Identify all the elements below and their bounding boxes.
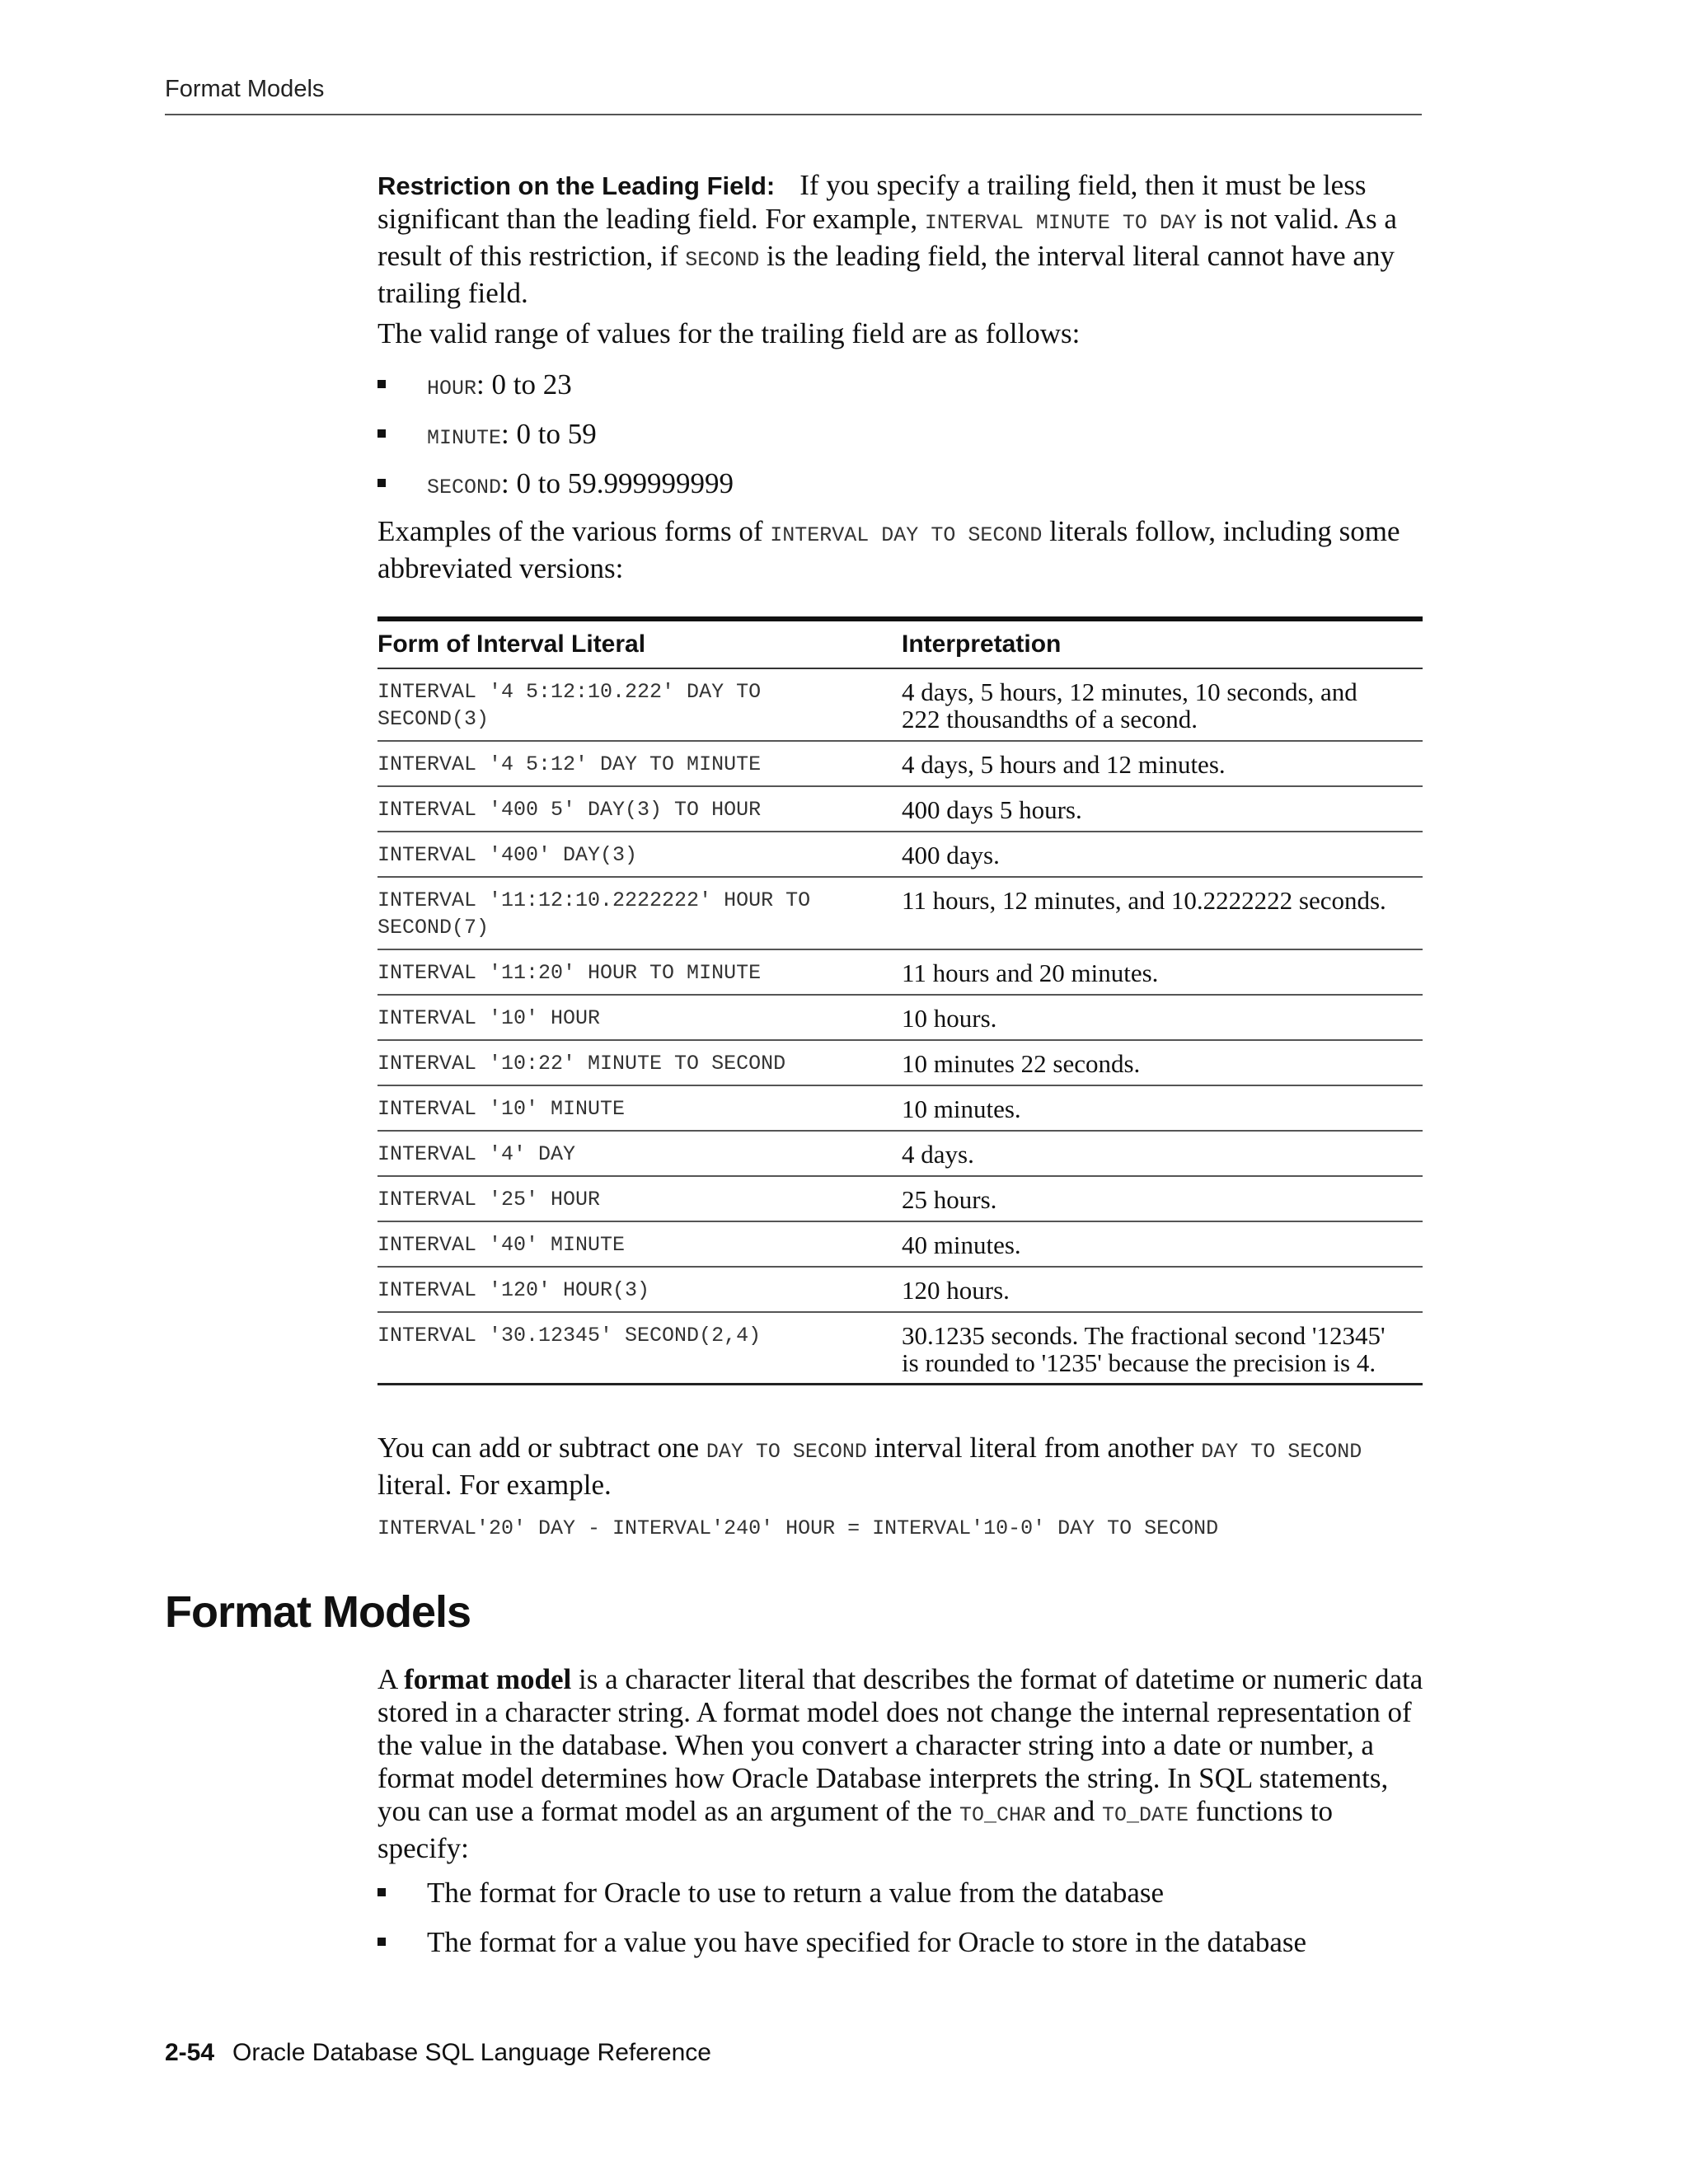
range-item-second [377, 467, 1424, 517]
table-row [377, 1268, 1423, 1313]
literal-cell: INTERVAL '4 5:12' DAY TO MINUTE [377, 752, 762, 776]
interpretation-cell: 400 days 5 hours. [902, 795, 1082, 824]
literal-cell: INTERVAL '10' HOUR [377, 1006, 601, 1030]
bullet-icon [377, 1938, 386, 1946]
book-title: Oracle Database SQL Language Reference [232, 2039, 711, 2066]
range-field: MINUTE [427, 426, 502, 450]
literal-cell: INTERVAL '4' DAY [377, 1142, 576, 1166]
literal-cell: INTERVAL '30.12345' SECOND(2,4) [377, 1324, 762, 1347]
restriction-paragraph [377, 169, 1424, 310]
interpretation-cell: 40 minutes. [902, 1230, 1021, 1259]
interpretation-cell: 11 hours and 20 minutes. [902, 958, 1159, 987]
literal-cell: INTERVAL '400 5' DAY(3) TO HOUR [377, 798, 762, 822]
table-row [377, 1177, 1423, 1222]
column-header-form: Form of Interval Literal [377, 630, 646, 658]
interpretation-cell: 4 days. [902, 1140, 974, 1169]
interpretation-cell: 30.1235 seconds. The fractional second '12345' is rounded to '1235' because the precision is 4. [902, 1321, 1386, 1377]
add-text-2: interval literal from another [866, 1432, 1202, 1464]
literal-cell: INTERVAL '25' HOUR [377, 1188, 601, 1212]
page-footer [165, 2039, 711, 2067]
add-text-1: You can add or subtract one [377, 1432, 706, 1464]
column-header-interpretation: Interpretation [902, 630, 1062, 658]
table-row [377, 669, 1423, 742]
code-example: INTERVAL'20' DAY - INTERVAL'240' HOUR = INTERVAL'10-0' DAY TO SECOND [377, 1516, 1219, 1540]
table-row [377, 1041, 1423, 1086]
usage-text: The format for Oracle to use to return a value from the database [427, 1877, 1165, 1909]
examples-code-1: INTERVAL DAY TO SECOND [770, 523, 1043, 547]
interpretation-cell: 10 minutes 22 seconds. [902, 1049, 1141, 1078]
literal-cell: INTERVAL '400' DAY(3) [377, 843, 638, 867]
literal-cell: INTERVAL '40' MINUTE [377, 1233, 626, 1257]
interpretation-cell: 120 hours. [902, 1276, 1010, 1305]
interpretation-cell: 4 days, 5 hours, 12 minutes, 10 seconds, and 222 thousandths of a second. [902, 677, 1357, 733]
table-row [377, 1313, 1423, 1385]
interpretation-cell: 10 minutes. [902, 1094, 1021, 1123]
table-row [377, 832, 1423, 878]
examples-intro-paragraph [377, 515, 1424, 585]
interval-literal-table [377, 616, 1423, 1385]
table-body [377, 669, 1423, 1385]
restriction-text-2: is not valid. As a result of this restriction, if [377, 203, 1397, 272]
literal-cell: INTERVAL '10:22' MINUTE TO SECOND [377, 1052, 786, 1076]
header-rule [165, 114, 1422, 115]
literal-cell: INTERVAL '120' HOUR(3) [377, 1278, 650, 1302]
restriction-text-1: If you specify a trailing field, then it must be less significant than the leading field. For example, [377, 169, 1367, 235]
range-value: : 0 to 23 [476, 368, 572, 401]
interpretation-cell: 4 days, 5 hours and 12 minutes. [902, 750, 1226, 779]
bullet-icon [377, 479, 386, 487]
range-value: : 0 to 59 [501, 418, 597, 450]
add-code-2: DAY TO SECOND [1201, 1440, 1362, 1464]
literal-cell: INTERVAL '11:12:10.2222222' HOUR TO SECOND(7) [377, 888, 811, 940]
bullet-icon [377, 380, 386, 388]
range-field: SECOND [427, 476, 502, 499]
section-heading: Format Models [165, 1587, 471, 1637]
range-item-hour [377, 368, 1424, 418]
range-field: HOUR [427, 377, 477, 401]
examples-text-1: Examples of the various forms of [377, 515, 771, 547]
table-row [377, 996, 1423, 1041]
usage-text: The format for a value you have specified for Oracle to store in the database [427, 1926, 1307, 1958]
range-value: : 0 to 59.999999999 [501, 467, 734, 499]
interpretation-cell: 10 hours. [902, 1004, 997, 1033]
usage-item [377, 1877, 1424, 1926]
fm-term: format model [404, 1663, 572, 1695]
add-subtract-paragraph [377, 1432, 1424, 1502]
fm-text-1: A [377, 1663, 405, 1695]
range-item-minute [377, 418, 1424, 467]
table-row [377, 950, 1423, 996]
table-header-row [377, 621, 1423, 669]
format-usage-list [377, 1877, 1424, 1975]
add-code-1: DAY TO SECOND [706, 1440, 867, 1464]
table-row [377, 1086, 1423, 1132]
fm-code-1: TO_CHAR [959, 1803, 1046, 1827]
fm-code-2: TO_DATE [1102, 1803, 1189, 1827]
bullet-icon [377, 429, 386, 438]
page-number: 2-54 [165, 2039, 215, 2066]
running-header: Format Models [165, 76, 325, 102]
restriction-text-3: is the leading field, the interval literal cannot have any trailing field. [377, 240, 1395, 309]
range-list [377, 368, 1424, 517]
interpretation-cell: 11 hours, 12 minutes, and 10.2222222 seconds. [902, 886, 1386, 915]
table-row [377, 1222, 1423, 1268]
table-row [377, 878, 1423, 950]
add-text-3: literal. For example. [377, 1469, 612, 1501]
restriction-code-2: SECOND [685, 248, 760, 272]
table-row [377, 787, 1423, 832]
restriction-code-1: INTERVAL MINUTE TO DAY [924, 211, 1197, 235]
format-model-paragraph [377, 1663, 1424, 1865]
usage-item [377, 1926, 1424, 1975]
bullet-icon [377, 1888, 386, 1896]
literal-cell: INTERVAL '4 5:12:10.222' DAY TO SECOND(3) [377, 680, 762, 731]
table-row [377, 1132, 1423, 1177]
fm-text-2: is a character literal that describes the format of datetime or numeric data stored in a character string. A format model does not change the internal representation of the value in the database. When you convert a character string into a date or number, a format model determines how Oracle Database interprets the string. In SQL statements, you can use a format model as an argument of the [377, 1663, 1423, 1827]
examples-text-2: literals follow, including some abbreviated versions: [377, 515, 1400, 584]
literal-cell: INTERVAL '10' MINUTE [377, 1097, 626, 1121]
interpretation-cell: 25 hours. [902, 1185, 997, 1214]
literal-cell: INTERVAL '11:20' HOUR TO MINUTE [377, 961, 762, 985]
restriction-lead-in: Restriction on the Leading Field: [377, 171, 776, 200]
fm-text-4: functions to specify: [377, 1795, 1334, 1864]
table-row [377, 742, 1423, 787]
fm-text-3: and [1045, 1795, 1103, 1827]
interpretation-cell: 400 days. [902, 841, 1000, 869]
valid-range-paragraph: The valid range of values for the trailing field are as follows: [377, 317, 1081, 349]
